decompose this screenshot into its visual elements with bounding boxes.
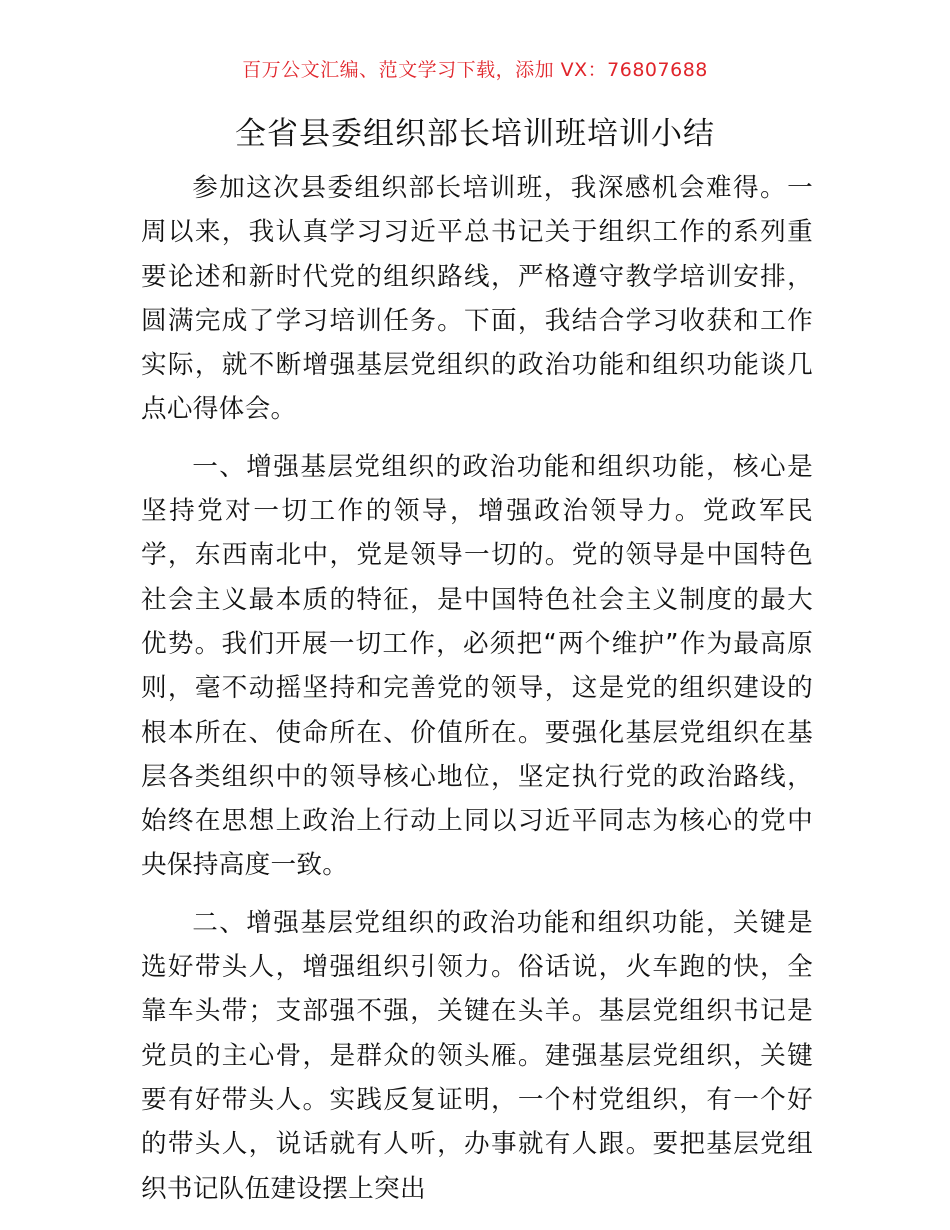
paragraph-intro: 参加这次县委组织部长培训班，我深感机会难得。一周以来，我认真学习习近平总书记关于组织工作的系列重要论述和新时代党的组织路线，严格遵守教学培训安排，圆满完成了学习培训任务。下面，我结合学习收获和工作实际，就不断增强基层党组织的政治功能和组织功能谈几点心得体会。 xyxy=(141,173,813,425)
header-banner: 百万公文汇编、范文学习下载，添加 VX：76807688 xyxy=(242,59,708,81)
document-title: 全省县委组织部长培训班培训小结 xyxy=(235,116,715,152)
paragraph-section-two: 二、增强基层党组织的政治功能和组织功能，关键是选好带头人，增强组织引领力。俗话说，火车跑的快，全靠车头带；支部强不强，关键在头羊。基层党组织书记是党员的主心骨，是群众的领头雁。建强基层党组织，关键要有好带头人。实践反复证明，一个村党组织，有一个好的带头人，说话就有人听，办事就有人跟。要把基层党组织书记队伍建设摆上突出 xyxy=(141,907,813,1204)
paragraph-section-one: 一、增强基层党组织的政治功能和组织功能，核心是坚持党对一切工作的领导，增强政治领导力。党政军民学，东西南北中，党是领导一切的。党的领导是中国特色社会主义最本质的特征，是中国特色社会主义制度的最大优势。我们开展一切工作，必须把“两个维护”作为最高原则，毫不动摇坚持和完善党的领导，这是党的组织建设的根本所在、使命所在、价值所在。要强化基层党组织在基层各类组织中的领导核心地位，坚定执行党的政治路线，始终在思想上政治上行动上同以习近平同志为核心的党中央保持高度一致。 xyxy=(141,451,813,881)
document-body xyxy=(141,166,813,1224)
